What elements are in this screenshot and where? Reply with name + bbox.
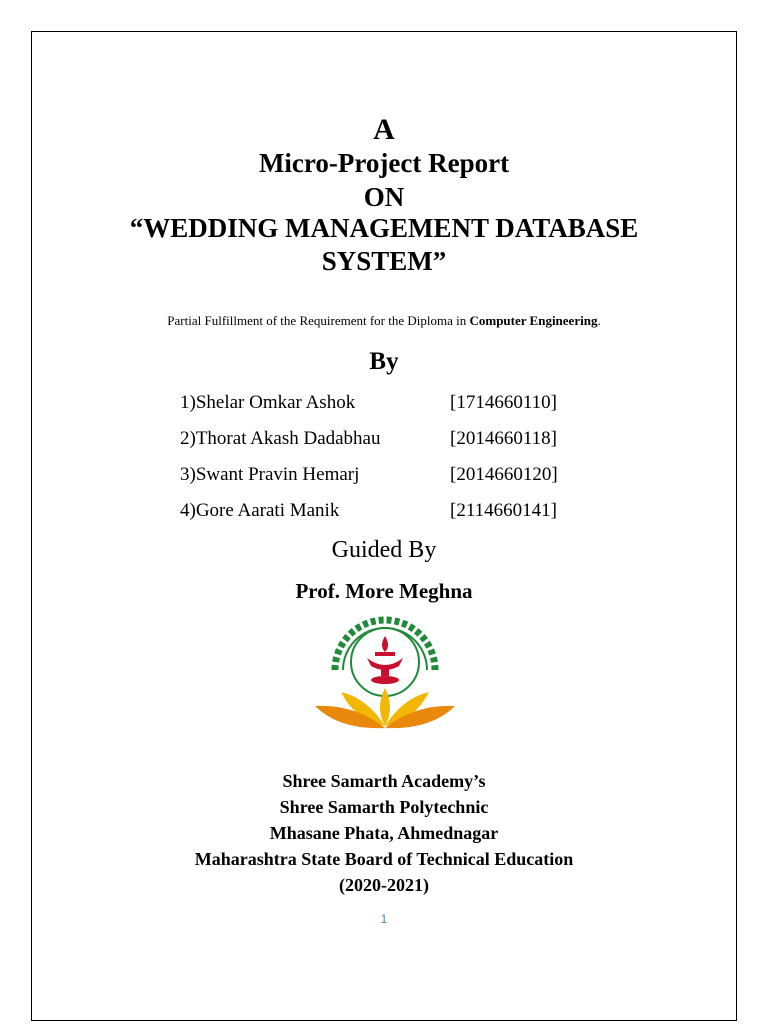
title-on: ON <box>363 182 405 212</box>
fulfillment-field: Computer Engineering <box>469 313 598 328</box>
guided-by-label: Guided By <box>331 537 437 563</box>
institution-line: Maharashtra State Board of Technical Education <box>194 849 574 869</box>
institution-block <box>0 768 768 898</box>
fulfillment-prefix: Partial Fulfillment of the Requirement for the Diploma in <box>167 313 470 328</box>
student-name: 1)Shelar Omkar Ashok <box>180 392 356 413</box>
student-row <box>180 390 600 416</box>
student-row <box>180 426 600 452</box>
student-name: 2)Thorat Akash Dadabhau <box>180 428 381 449</box>
institution-line: Mhasane Phata, Ahmednagar <box>269 823 499 843</box>
student-name: 3)Swant Pravin Hemarj <box>180 464 360 485</box>
title-a: A <box>373 113 395 146</box>
student-id: [2114660141] <box>450 500 557 521</box>
student-id: [2014660120] <box>450 464 558 485</box>
student-id: [2014660118] <box>450 428 557 449</box>
institution-line: Shree Samarth Polytechnic <box>279 797 489 817</box>
student-row <box>180 462 600 488</box>
by-heading: By <box>369 348 399 375</box>
report-type: Micro-Project Report <box>258 148 510 178</box>
guide-name: Prof. More Meghna <box>295 579 473 603</box>
project-title: “WEDDING MANAGEMENT DATABASE SYSTEM” <box>129 213 639 276</box>
fulfillment-suffix: . <box>597 313 601 328</box>
page-number: 1 <box>380 912 388 926</box>
fulfillment-statement <box>0 312 768 330</box>
student-row <box>180 498 600 524</box>
student-name: 4)Gore Aarati Manik <box>180 500 340 521</box>
student-id: [1714660110] <box>450 392 557 413</box>
institution-line: Shree Samarth Academy’s <box>282 771 486 791</box>
academic-year: (2020-2021) <box>339 875 429 895</box>
msbte-emblem-icon <box>305 610 465 740</box>
